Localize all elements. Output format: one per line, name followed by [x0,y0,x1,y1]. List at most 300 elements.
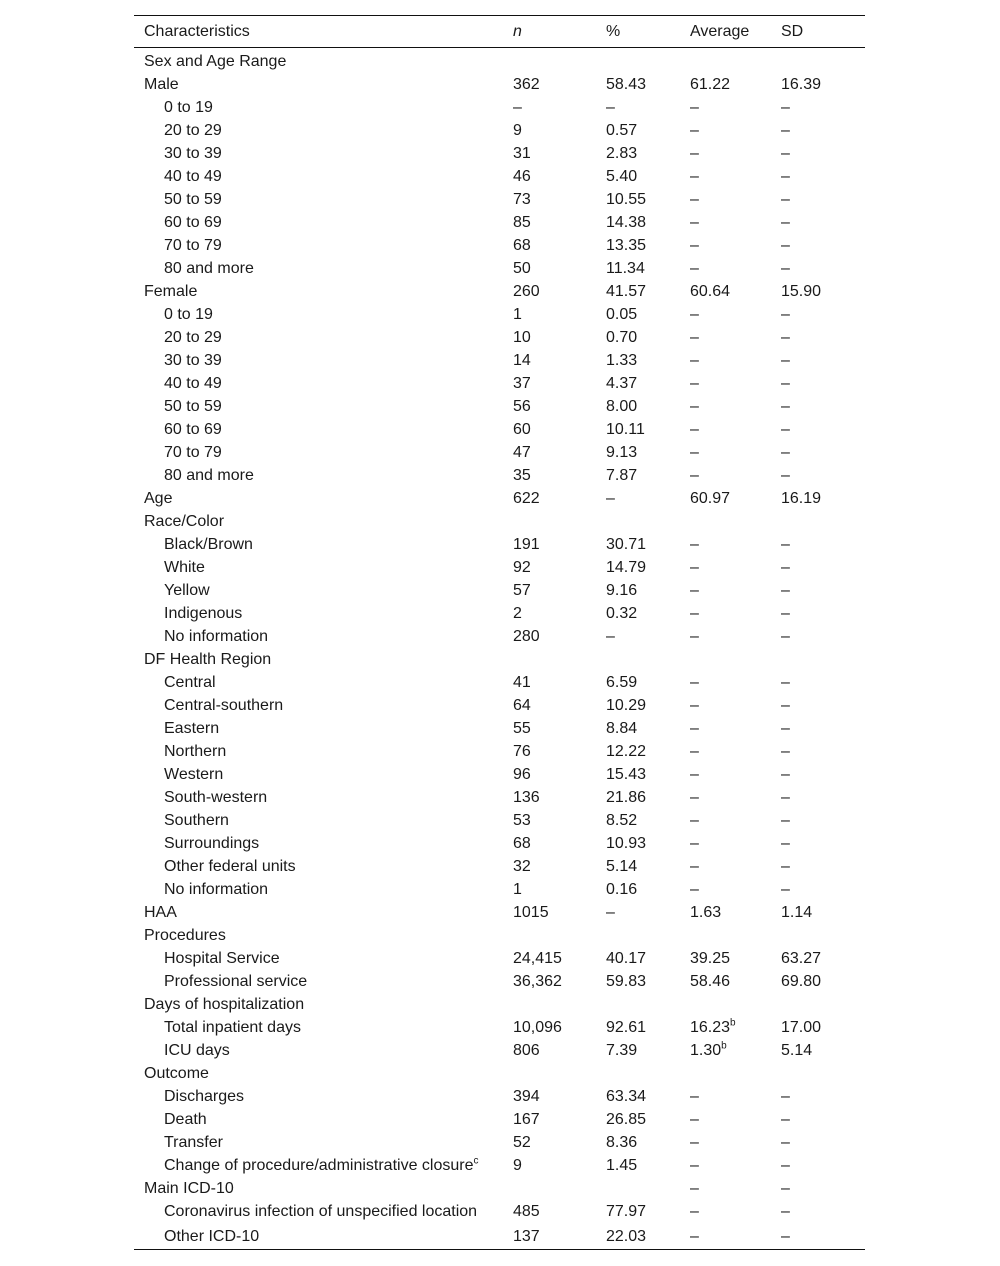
cell-n [513,257,606,280]
cell-n [513,1131,606,1154]
cell-sd-value: – [781,766,790,783]
table-row [134,1062,865,1085]
cell-percent [606,901,690,924]
cell-average-value: – [690,306,699,323]
table-row [134,1177,865,1200]
cell-percent-value: 14.38 [606,214,647,231]
cell-n-value: 280 [513,628,540,645]
cell-percent [606,165,690,188]
cell-sd-value: – [781,674,790,691]
cell-percent [606,694,690,717]
cell-percent [606,1085,690,1108]
row-label-text: 40 to 49 [164,168,222,185]
row-label-text: 30 to 39 [164,145,222,162]
cell-average-value: – [690,191,699,208]
cell-sd [781,602,865,625]
row-label [134,809,513,832]
cell-average [690,1200,781,1223]
table-row [134,510,865,533]
row-label [134,1131,513,1154]
cell-sd-value: – [781,536,790,553]
table-row [134,165,865,188]
cell-percent [606,73,690,96]
cell-sd-value: – [781,858,790,875]
cell-percent [606,372,690,395]
cell-percent [606,717,690,740]
cell-n-value: 76 [513,743,531,760]
cell-sd-value: – [781,789,790,806]
cell-n-value: 10 [513,329,531,346]
cell-sd-value: – [781,835,790,852]
cell-average-value: – [690,1157,699,1174]
cell-percent [606,1177,690,1200]
cell-n [513,142,606,165]
cell-sd-value: – [781,191,790,208]
cell-percent-value: – [606,628,615,645]
row-label-text: 0 to 19 [164,99,213,116]
row-label [134,648,513,671]
cell-n-value: 2 [513,605,522,622]
cell-percent-value: 15.43 [606,766,647,783]
cell-sd-value: – [781,605,790,622]
cell-sd-value: – [781,421,790,438]
cell-sd-value: – [781,743,790,760]
table-row [134,441,865,464]
cell-sd [781,832,865,855]
footnote-marker: b [730,1017,736,1029]
row-label-text: HAA [144,904,177,921]
cell-average-value: – [690,398,699,415]
cell-n [513,671,606,694]
table-row [134,280,865,303]
cell-average-value: – [690,421,699,438]
table-row [134,1223,865,1250]
cell-average [690,671,781,694]
cell-average-value: – [690,99,699,116]
cell-percent-value: 0.32 [606,605,638,622]
cell-percent-value: 7.87 [606,467,638,484]
cell-average [690,717,781,740]
row-label-text: 20 to 29 [164,122,222,139]
cell-percent-value: – [606,904,615,921]
cell-average-value: – [690,628,699,645]
row-label [134,188,513,211]
cell-n-value: 92 [513,559,531,576]
row-label [134,1108,513,1131]
cell-sd-value: 16.39 [781,76,822,93]
row-label [134,556,513,579]
cell-sd-value: 1.14 [781,904,813,921]
cell-n-value: 394 [513,1088,540,1105]
row-label-text: Central-southern [164,697,284,714]
cell-sd [781,1039,865,1062]
row-label-text: Coronavirus infection of unspecified location [164,1203,478,1220]
cell-n [513,48,606,74]
cell-n [513,73,606,96]
cell-sd-value: – [781,467,790,484]
table-row [134,786,865,809]
cell-percent [606,418,690,441]
cell-sd [781,142,865,165]
row-label-text: Procedures [144,927,226,944]
cell-sd-value: – [781,444,790,461]
cell-percent [606,1016,690,1039]
row-label [134,280,513,303]
cell-percent [606,510,690,533]
table-row [134,717,865,740]
row-label [134,165,513,188]
table-row [134,1108,865,1131]
cell-sd [781,326,865,349]
cell-average [690,1131,781,1154]
cell-n [513,970,606,993]
cell-sd-value: 15.90 [781,283,822,300]
cell-average [690,1085,781,1108]
cell-n-value: 96 [513,766,531,783]
table-row [134,188,865,211]
cell-sd [781,165,865,188]
table-header [134,16,865,48]
cell-average-value: – [690,122,699,139]
cell-percent-value: – [606,99,615,116]
table-row [134,671,865,694]
cell-n-value: 64 [513,697,531,714]
cell-n-value: 55 [513,720,531,737]
cell-average [690,1223,781,1250]
row-label-text: 50 to 59 [164,191,222,208]
cell-average-value: 60.64 [690,283,731,300]
cell-percent-value: 58.43 [606,76,647,93]
cell-sd [781,1154,865,1177]
cell-percent-value: 10.55 [606,191,647,208]
cell-average [690,188,781,211]
cell-n [513,1108,606,1131]
cell-n [513,303,606,326]
cell-sd [781,510,865,533]
cell-average [690,464,781,487]
cell-sd [781,1223,865,1250]
cell-average [690,349,781,372]
row-label-text: Black/Brown [164,536,253,553]
row-label [134,1085,513,1108]
cell-percent [606,142,690,165]
cell-n [513,1154,606,1177]
cell-average [690,1154,781,1177]
cell-average-value: – [690,766,699,783]
table-row [134,96,865,119]
cell-sd [781,1177,865,1200]
row-label-text: 70 to 79 [164,237,222,254]
cell-n-value: 47 [513,444,531,461]
row-label [134,211,513,234]
cell-average [690,556,781,579]
cell-n [513,625,606,648]
cell-average-value: 60.97 [690,490,731,507]
cell-percent-value: 9.16 [606,582,638,599]
row-label [134,1177,513,1200]
cell-percent [606,257,690,280]
cell-percent-value: 77.97 [606,1203,647,1220]
cell-n [513,188,606,211]
row-label [134,464,513,487]
row-label [134,73,513,96]
cell-percent-value: 22.03 [606,1227,647,1245]
cell-sd-value: – [781,559,790,576]
row-label-text: Outcome [144,1065,209,1082]
row-label-text: White [164,559,205,576]
cell-average [690,786,781,809]
cell-sd-value: – [781,1203,790,1220]
cell-n-value: 1 [513,881,522,898]
cell-n [513,878,606,901]
row-label-text: Indigenous [164,605,243,622]
cell-average [690,395,781,418]
cell-n-value: 10,096 [513,1019,562,1036]
cell-percent [606,487,690,510]
cell-sd-value: – [781,398,790,415]
cell-n-value: 85 [513,214,531,231]
table-row [134,349,865,372]
cell-percent [606,786,690,809]
cell-n [513,786,606,809]
cell-n [513,418,606,441]
cell-sd-value: – [781,881,790,898]
row-label [134,717,513,740]
cell-sd-value: – [781,628,790,645]
header-sd: SD [781,16,865,48]
cell-average [690,970,781,993]
row-label-text: 80 and more [164,260,254,277]
cell-sd [781,740,865,763]
cell-sd-value: 5.14 [781,1042,813,1059]
cell-percent-value: 0.70 [606,329,638,346]
cell-n [513,1016,606,1039]
cell-sd-value: – [781,99,790,116]
header-percent: % [606,16,690,48]
cell-percent [606,303,690,326]
cell-n [513,993,606,1016]
cell-sd [781,993,865,1016]
table-row [134,924,865,947]
cell-percent [606,280,690,303]
cell-sd [781,211,865,234]
cell-n [513,395,606,418]
cell-sd-value: – [781,1111,790,1128]
row-label-text: 50 to 59 [164,398,222,415]
cell-n-value: 24,415 [513,950,562,967]
cell-n-value: – [513,99,522,116]
row-label [134,901,513,924]
table-row [134,694,865,717]
cell-sd [781,533,865,556]
footnote-marker: b [721,1040,727,1052]
table-row [134,48,865,74]
cell-sd [781,48,865,74]
cell-percent-value: 21.86 [606,789,647,806]
cell-average [690,901,781,924]
cell-percent-value: 5.14 [606,858,638,875]
cell-sd [781,878,865,901]
cell-percent [606,96,690,119]
cell-n-value: 53 [513,812,531,829]
cell-average-value: 61.22 [690,76,731,93]
cell-average [690,418,781,441]
cell-percent [606,924,690,947]
row-label [134,694,513,717]
cell-percent [606,1131,690,1154]
cell-sd [781,694,865,717]
cell-sd-value: 69.80 [781,973,822,990]
row-label [134,234,513,257]
cell-n [513,234,606,257]
cell-n-value: 167 [513,1111,540,1128]
cell-sd-value: – [781,812,790,829]
cell-n-value: 41 [513,674,531,691]
cell-n [513,579,606,602]
cell-average-value: – [690,1134,699,1151]
cell-average [690,763,781,786]
row-label [134,48,513,74]
table-row [134,464,865,487]
cell-n [513,372,606,395]
table-row [134,602,865,625]
table-row [134,579,865,602]
cell-n [513,648,606,671]
cell-average-value: 39.25 [690,950,731,967]
cell-n [513,855,606,878]
table-body [134,48,865,1250]
row-label-text: Central [164,674,216,691]
cell-sd-value: – [781,720,790,737]
cell-sd-value: 16.19 [781,490,822,507]
row-label-text: 80 and more [164,467,254,484]
table-row [134,257,865,280]
row-label [134,303,513,326]
row-label-text: No information [164,628,269,645]
cell-percent [606,188,690,211]
cell-sd [781,855,865,878]
cell-average-value: – [690,1180,699,1197]
cell-average [690,579,781,602]
row-label [134,533,513,556]
cell-sd [781,1131,865,1154]
cell-average-value: – [690,168,699,185]
row-label-text: Male [144,76,179,93]
cell-n-value: 46 [513,168,531,185]
cell-sd [781,487,865,510]
cell-sd [781,1062,865,1085]
table-row [134,234,865,257]
cell-sd [781,1016,865,1039]
cell-percent [606,671,690,694]
row-label [134,1039,513,1062]
footnote-marker: c [473,1155,479,1167]
table-row [134,372,865,395]
cell-n [513,487,606,510]
cell-percent [606,1154,690,1177]
cell-n [513,924,606,947]
cell-average-value: – [690,375,699,392]
table-row [134,625,865,648]
table-row [134,556,865,579]
cell-n-value: 50 [513,260,531,277]
cell-n-value: 60 [513,421,531,438]
row-label-text: Female [144,283,198,300]
cell-sd [781,257,865,280]
cell-sd [781,947,865,970]
cell-percent [606,556,690,579]
cell-n [513,947,606,970]
cell-average [690,165,781,188]
row-label [134,602,513,625]
cell-average [690,1108,781,1131]
cell-n [513,1062,606,1085]
table-row [134,1039,865,1062]
cell-average [690,372,781,395]
cell-sd [781,924,865,947]
cell-average-value: – [690,674,699,691]
cell-percent-value: 6.59 [606,674,638,691]
cell-average-value: – [690,720,699,737]
row-label [134,855,513,878]
row-label [134,510,513,533]
row-label [134,1154,513,1177]
table-row [134,1131,865,1154]
table-row [134,487,865,510]
cell-percent [606,349,690,372]
cell-percent-value: 63.34 [606,1088,647,1105]
cell-sd [781,1108,865,1131]
cell-sd [781,372,865,395]
row-label-text: Southern [164,812,229,829]
cell-n-value: 35 [513,467,531,484]
cell-average [690,855,781,878]
cell-average-value: – [690,329,699,346]
cell-n [513,119,606,142]
cell-percent [606,809,690,832]
cell-percent [606,1039,690,1062]
row-label-text: DF Health Region [144,651,272,668]
cell-average-value: – [690,582,699,599]
cell-n-value: 1 [513,306,522,323]
cell-percent [606,763,690,786]
header-row [134,16,865,48]
cell-n-value: 57 [513,582,531,599]
cell-average-value: 58.46 [690,973,731,990]
cell-percent [606,211,690,234]
table-row [134,533,865,556]
cell-n-value: 1015 [513,904,549,921]
cell-percent-value: 8.00 [606,398,638,415]
cell-sd-value: – [781,329,790,346]
header-average: Average [690,16,781,48]
cell-sd [781,280,865,303]
cell-percent [606,947,690,970]
table-row [134,211,865,234]
cell-n-value: 36,362 [513,973,562,990]
cell-average-value: – [690,536,699,553]
row-label-text: Main ICD-10 [144,1180,234,1197]
cell-n-value: 52 [513,1134,531,1151]
table-row [134,1154,865,1177]
cell-average-value: – [690,1088,699,1105]
table-row [134,993,865,1016]
row-label [134,441,513,464]
row-label-text: 20 to 29 [164,329,222,346]
cell-average-value: 1.63 [690,904,722,921]
cell-n-value: 9 [513,1157,522,1174]
cell-n [513,602,606,625]
